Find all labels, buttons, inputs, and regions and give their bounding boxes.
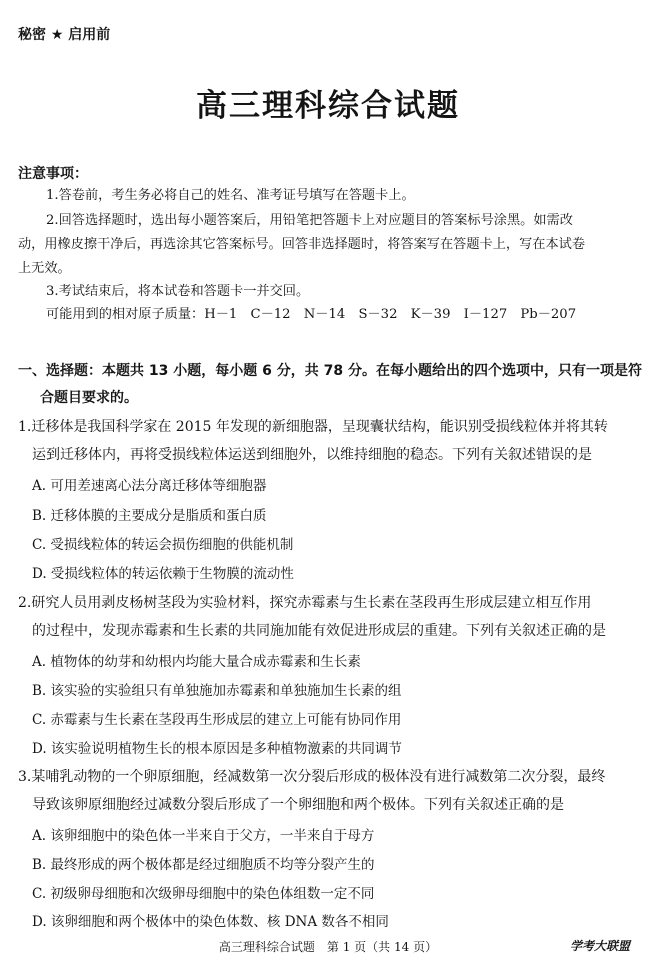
question-1-option-a: A. 可用差速离心法分离迁移体等细胞器 — [32, 478, 267, 494]
notice-heading: 注意事项： — [18, 166, 88, 182]
question-1-option-c: C. 受损线粒体的转运会损伤细胞的供能机制 — [32, 537, 294, 553]
question-2-option-b: B. 该实验的实验组只有单独施加赤霉素和单独施加生长素的组 — [32, 683, 402, 699]
question-1-stem: 1.迁移体是我国科学家在 2015 年发现的新细胞器，呈现囊状结构，能识别受损线粒体并将其转 — [18, 419, 608, 435]
question-2-option-d: D. 该实验说明植物生长的根本原因是多种植物激素的共同调节 — [32, 741, 402, 757]
page-footer: 高三理科综合试题 第 1 页（共 14 页） — [218, 940, 438, 954]
confidential-label: 秘密 ★ 启用前 — [18, 27, 111, 43]
question-1-option-d: D. 受损线粒体的转运依赖于生物膜的流动性 — [32, 566, 294, 582]
question-3-option-a: A. 该卵细胞中的染色体一半来自于父方，一半来自于母方 — [32, 828, 375, 844]
notice-line: 3.考试结束后，将本试卷和答题卡一并交回。 — [46, 284, 310, 299]
question-3-stem: 3.某哺乳动物的一个卵原细胞，经减数第一次分裂后形成的极体没有进行减数第二次分裂，最终 — [18, 769, 606, 785]
section-heading: 一、选择题：本题共 13 小题，每小题 6 分，共 78 分。在每小题给出的四个选项中，只有一项是符 — [18, 363, 642, 379]
atomic-mass-line: 可能用到的相对原子质量：H－1 C－12 N－14 S－32 K－39 I－127 Pb－207 — [46, 307, 577, 322]
question-1-stem: 运到迁移体内，再将受损线粒体运送到细胞外，以维持细胞的稳态。下列有关叙述错误的是 — [32, 447, 592, 463]
notice-line: 2.回答选择题时，选出每小题答案后，用铅笔把答题卡上对应题目的答案标号涂黑。如需改 — [46, 213, 573, 228]
question-2-option-c: C. 赤霉素与生长素在茎段再生形成层的建立上可能有协同作用 — [32, 712, 402, 728]
publisher-logo: 学考大联盟 — [569, 939, 630, 953]
exam-title: 高三理科综合试题 — [196, 88, 460, 124]
question-3-option-d: D. 该卵细胞和两个极体中的染色体数、核 DNA 数各不相同 — [32, 914, 389, 930]
question-3-option-c: C. 初级卵母细胞和次级卵母细胞中的染色体组数一定不同 — [32, 886, 375, 902]
notice-line: 动，用橡皮擦干净后，再选涂其它答案标号。回答非选择题时，将答案写在答题卡上，写在本试卷 — [18, 237, 586, 252]
question-1-option-b: B. 迁移体膜的主要成分是脂质和蛋白质 — [32, 508, 267, 524]
notice-line: 1.答卷前，考生务必将自己的姓名、准考证号填写在答题卡上。 — [46, 188, 415, 203]
question-2-option-a: A. 植物体的幼芽和幼根内均能大量合成赤霉素和生长素 — [32, 654, 361, 670]
question-3-stem: 导致该卵原细胞经过减数分裂后形成了一个卵细胞和两个极体。下列有关叙述正确的是 — [32, 797, 564, 813]
question-2-stem: 的过程中，发现赤霉素和生长素的共同施加能有效促进形成层的重建。下列有关叙述正确的是 — [32, 623, 606, 639]
question-3-option-b: B. 最终形成的两个极体都是经过细胞质不均等分裂产生的 — [32, 857, 375, 873]
notice-line: 上无效。 — [18, 261, 71, 276]
question-2-stem: 2.研究人员用剥皮杨树茎段为实验材料，探究赤霉素与生长素在茎段再生形成层建立相互作用 — [18, 595, 592, 611]
section-heading-cont: 合题目要求的。 — [40, 390, 138, 406]
